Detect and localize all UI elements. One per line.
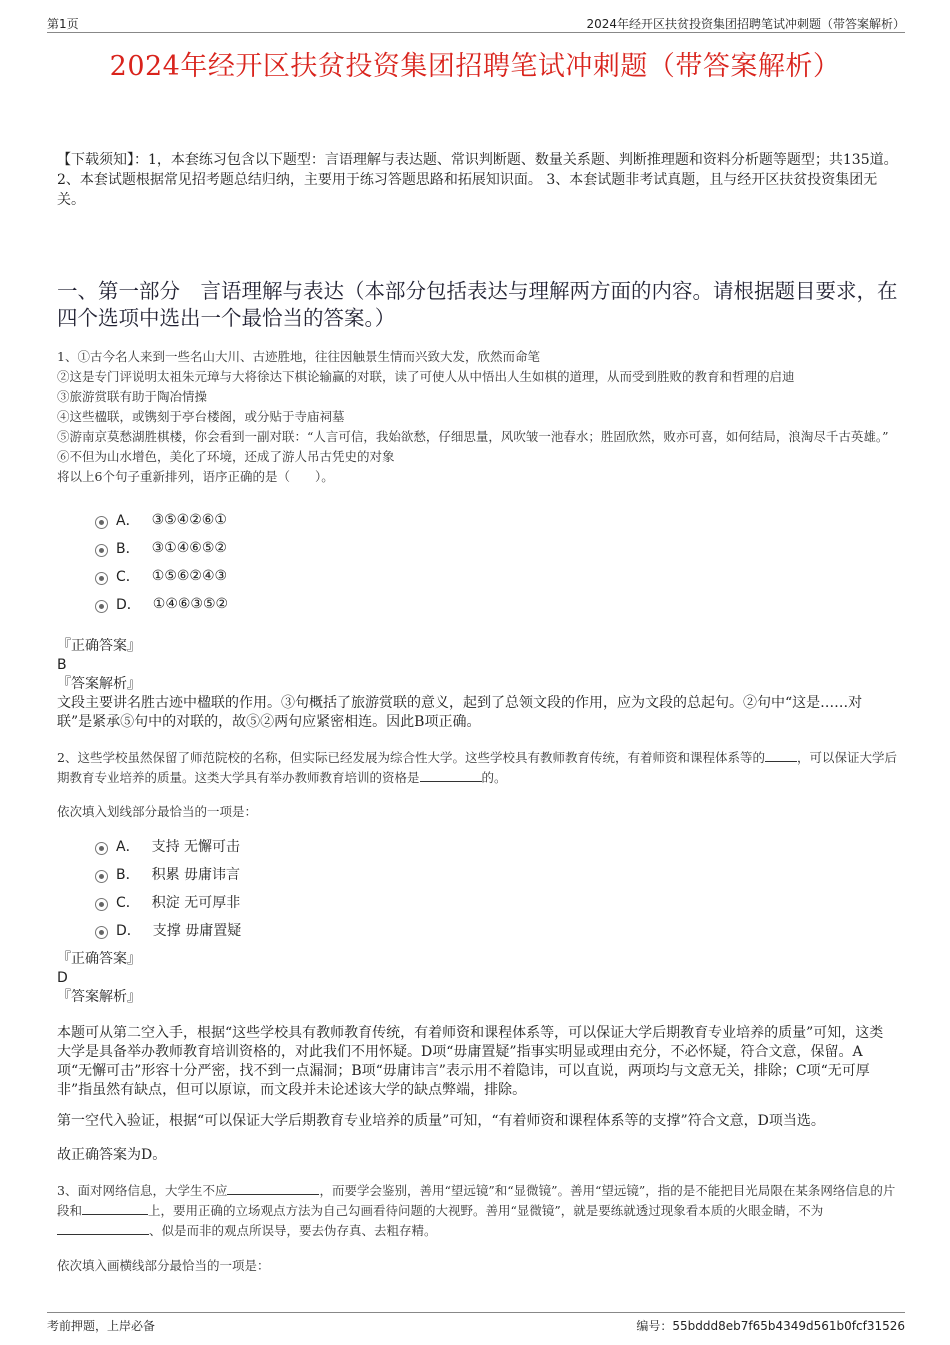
question-3: 3、面对网络信息，大学生不应 ，而要学会鉴别，善用“望远镜”和“显微镜”。善用“望远镜”，指的是不能把目光局限在某条网络信息的片段和 上，要用正确的立场观点方法为自己勾画看待问题的大视野。善用“显微镜”，就是要练就透过现象看本质的火眼金睛，不为、似是而非的观点所误导，要去伪存真、去粗存精。 (57, 1183, 896, 1238)
footer-slogan: 考前押题，上岸必备 (47, 1319, 156, 1333)
q1-line: 将以上6个句子重新排列，语序正确的是（ ）。 (57, 469, 334, 484)
q2-analysis-p3: 故正确答案为D。 (57, 1147, 167, 1163)
page-header (47, 12, 905, 33)
q2-option-d[interactable]: D． 支撑 毋庸置疑 (95, 916, 241, 944)
q1-line: ⑥不但为山水增色，美化了环境，还成了游人吊古凭史的对象 (57, 449, 395, 464)
q1-line: ②这是专门评说明太祖朱元璋与大将徐达下棋论输赢的对联，读了可使人从中悟出人生如棋的道理，从而受到胜败的教育和哲理的启迪 (57, 369, 795, 384)
page-title: 2024年经开区扶贫投资集团招聘笔试冲刺题（带答案解析） (109, 51, 841, 82)
q1-option-a[interactable]: A． ③⑤④②⑥① (95, 506, 228, 534)
q2-option-a[interactable]: A． 支持 无懈可击 (95, 832, 241, 860)
q2-answer-block (57, 950, 887, 1007)
q3-prompt: 依次填入画横线部分最恰当的一项是： (57, 1258, 270, 1273)
q2-option-b[interactable]: B． 积累 毋庸讳言 (95, 860, 241, 888)
fill-blank (82, 1201, 148, 1215)
q1-options (95, 506, 228, 618)
radio-icon[interactable] (95, 516, 108, 529)
q1-option-d[interactable]: D． ①④⑥③⑤② (95, 590, 228, 618)
q2-option-c[interactable]: C． 积淀 无可厚非 (95, 888, 241, 916)
answer-label: 『正确答案』 (57, 951, 141, 967)
q1-option-b[interactable]: B． ③①④⑥⑤② (95, 534, 228, 562)
section-heading: 一、第一部分 言语理解与表达（本部分包括表达与理解两方面的内容。请根据题目要求，在四个选项中选出一个最恰当的答案。） (57, 279, 898, 330)
analysis-label: 『答案解析』 (57, 989, 141, 1005)
q1-option-c[interactable]: C． ①⑤⑥②④③ (95, 562, 228, 590)
question-1 (57, 347, 902, 487)
question-2: 2、这些学校虽然保留了师范院校的名称，但实际已经发展为综合性大学。这些学校具有教师教育传统，有着师资和课程体系等的 ，可以保证大学后期教育专业培养的质量。这类大学具有举办教师教育培训的资格是 的。 (57, 750, 897, 785)
radio-icon[interactable] (95, 898, 108, 911)
radio-icon[interactable] (95, 600, 108, 613)
fill-blank (765, 748, 797, 762)
q2-analysis-p1: 本题可从第二空入手，根据“这些学校具有教师教育传统，有着师资和课程体系等，可以保证大学后期教育专业培养的质量”可知，这类大学是具备举办教师教育培训资格的，对此我们不用怀疑。D项“毋庸置疑”指事实明显或理由充分，不必怀疑，符合文意，保留。A项“无懈可击”形容十分严密，找不到一点漏洞；B项“毋庸讳言”表示用不着隐讳，可以直说，两项均与文意无关，排除；C项“无可厚非”指虽然有缺点，但可以原谅，而文段并未论述该大学的缺点弊端，排除。 (57, 1025, 884, 1098)
q1-line: ⑤游南京莫愁湖胜棋楼，你会看到一副对联：“人言可信，我始欲愁，仔细思量，风吹皱一池春水；胜固欣然，败亦可喜，如何结局，浪淘尽千古英雄。” (57, 429, 889, 444)
answer-value: B (57, 657, 67, 673)
page-number: 第1页 (47, 17, 79, 31)
q2-options (95, 832, 241, 944)
radio-icon[interactable] (95, 926, 108, 939)
radio-icon[interactable] (95, 572, 108, 585)
header-doc-title: 2024年经开区扶贫投资集团招聘笔试冲刺题（带答案解析） (586, 17, 905, 31)
q2-prompt: 依次填入划线部分最恰当的一项是： (57, 804, 258, 819)
fill-blank (227, 1181, 319, 1195)
answer-label: 『正确答案』 (57, 638, 141, 654)
fill-blank (57, 1221, 149, 1235)
radio-icon[interactable] (95, 870, 108, 883)
analysis-label: 『答案解析』 (57, 676, 141, 692)
radio-icon[interactable] (95, 842, 108, 855)
radio-icon[interactable] (95, 544, 108, 557)
download-notice: 【下载须知】：1，本套练习包含以下题型：言语理解与表达题、常识判断题、数量关系题、判断推理题和资料分析题等题型；共135道。 2、本套试题根据常见招考题总结归纳，主要用于练习答题思路和拓展知识面。 3、本套试题非考试真题，且与经开区扶贫投资集团无关。 (57, 152, 898, 208)
footer-code: 编号：55bddd8eb7f65b4349d561b0fcf31526 (636, 1319, 905, 1333)
page-footer (47, 1312, 905, 1333)
q1-line: 1、①古今名人来到一些名山大川、古迹胜地，往往因触景生情而兴致大发，欣然而命笔 (57, 349, 540, 364)
answer-value: D (57, 970, 68, 986)
analysis-text: 文段主要讲名胜古迹中楹联的作用。③句概括了旅游赏联的意义，起到了总领文段的作用，应为文段的总起句。②句中“这是……对联”是紧承⑤句中的对联的，故⑤②两句应紧密相连。因此B项正确。 (57, 695, 863, 730)
q1-line: ③旅游赏联有助于陶冶情操 (57, 389, 208, 404)
fill-blank (420, 768, 482, 782)
q2-analysis-p2: 第一空代入验证，根据“可以保证大学后期教育专业培养的质量”可知，“有着师资和课程体系等的支撑”符合文意，D项当选。 (57, 1113, 825, 1129)
q1-answer-block (57, 637, 887, 732)
q1-line: ④这些楹联，或镌刻于亭台楼阁，或分贴于寺庙祠墓 (57, 409, 345, 424)
